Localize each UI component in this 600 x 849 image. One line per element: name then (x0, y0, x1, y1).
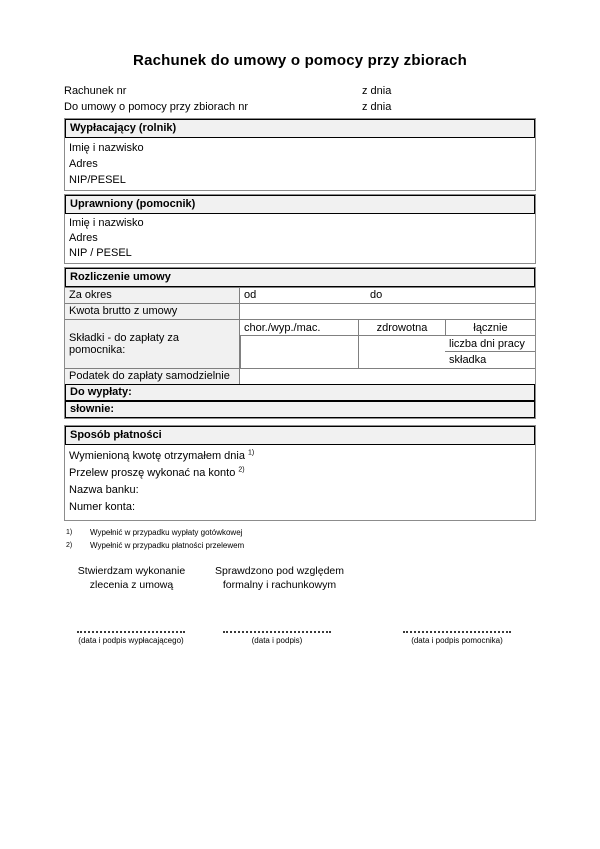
contract-number-row (64, 99, 536, 115)
payer-fields (65, 138, 535, 190)
contributions-row (65, 319, 535, 368)
payer-nip-pesel-label: NIP/PESEL (69, 174, 126, 186)
gross-amount-row (65, 303, 535, 319)
period-row (65, 287, 535, 303)
page-title: Rachunek do umowy o pomocy przy zbiorach (133, 52, 467, 69)
footnote-1-marker: 1) (66, 529, 73, 536)
contrib-zdrowotna-value-cell (240, 336, 358, 368)
payer-address-label: Adres (69, 158, 98, 170)
invoice-date-label: z dnia (362, 85, 392, 97)
footnote-1 (64, 526, 536, 539)
bank-name-label: Nazwa banku: (69, 484, 139, 496)
footnote-2 (64, 539, 536, 552)
contributions-subtable (240, 320, 535, 368)
signature-checker-dotted-line (223, 624, 331, 633)
footnote-2-marker: 2) (66, 542, 73, 549)
tax-label: Podatek do zapłaty samodzielnie (65, 369, 240, 384)
settlement-section (64, 267, 536, 419)
helper-address-label: Adres (69, 232, 98, 244)
payment-section-header: Sposób płatności (65, 426, 535, 445)
transfer-label: Przelew proszę wykonać na konto (69, 467, 236, 479)
signature-checker-caption: (data i podpis) (251, 636, 303, 645)
cash-received-label: Wymienioną kwotę otrzymałem dnia (69, 450, 245, 462)
signoff-block (64, 564, 536, 592)
contract-number-label: Do umowy o pomocy przy zbiorach nr (64, 101, 249, 113)
payment-section (64, 425, 536, 521)
invoice-number-label: Rachunek nr (64, 85, 127, 97)
helper-section (64, 194, 536, 264)
settlement-section-header: Rozliczenie umowy (65, 268, 535, 287)
footnote-ref-1: 1) (248, 449, 255, 457)
checked-formally-line1: Sprawdzono pod względem (215, 565, 344, 577)
period-from-label: od (244, 289, 257, 301)
signature-helper-dotted-line (403, 624, 511, 633)
footnote-ref-2: 2) (238, 466, 245, 474)
contrib-col-zdrowotna: zdrowotna (358, 320, 445, 336)
signature-helper-caption: (data i podpis pomocnika) (411, 636, 503, 645)
payer-section (64, 118, 536, 191)
signature-checker (212, 624, 342, 646)
footnotes-block (64, 526, 536, 552)
payer-section-header: Wypłacający (rolnik) (65, 119, 535, 138)
confirm-execution-statement (64, 564, 199, 592)
account-number-label: Numer konta: (69, 501, 136, 513)
invoice-number-row (64, 83, 536, 99)
contrib-col-chor-wyp-mac: chor./wyp./mac. (240, 320, 358, 336)
helper-fields (65, 214, 535, 263)
tax-row (65, 368, 535, 384)
contract-date-label: z dnia (362, 101, 392, 113)
cash-received-line (65, 448, 535, 465)
amount-in-words-row: słownie: (65, 401, 535, 418)
transfer-line (65, 465, 535, 482)
contrib-col-lacznie: łącznie (445, 320, 535, 336)
checked-formally-line2: formalny i rachunkowym (222, 579, 337, 591)
contrib-work-days-label: liczba dni pracy (445, 336, 535, 352)
signature-payer-dotted-line (77, 624, 185, 633)
signatures-block (64, 624, 536, 646)
confirm-execution-line2: zlecenia z umową (89, 579, 174, 591)
gross-amount-value-cell (240, 304, 535, 319)
period-label: Za okres (65, 288, 240, 303)
period-to-label: do (370, 289, 383, 301)
footnote-2-text: Wypełnić w przypadku płatności przelewem (90, 541, 245, 550)
footnote-1-text: Wypełnić w przypadku wypłaty gotówkowej (90, 528, 243, 537)
signature-helper (392, 624, 522, 646)
payment-fields (65, 445, 535, 520)
payer-name-label: Imię i nazwisko (69, 142, 144, 154)
contributions-label: Składki - do zapłaty za pomocnika: (65, 320, 240, 368)
signature-payer (66, 624, 196, 646)
helper-section-header: Uprawniony (pomocnik) (65, 195, 535, 214)
contrib-premium-label: składka (449, 354, 487, 366)
checked-formally-statement (212, 564, 347, 592)
helper-name-label: Imię i nazwisko (69, 217, 144, 229)
payout-row: Do wypłaty: (65, 384, 535, 401)
period-value-cell (240, 288, 535, 303)
signature-payer-caption: (data i podpis wypłacającego) (78, 636, 184, 645)
contrib-lacznie-value-cell (358, 336, 445, 368)
gross-amount-label: Kwota brutto z umowy (65, 304, 240, 319)
confirm-execution-line1: Stwierdzam wykonanie (77, 565, 186, 577)
helper-nip-pesel-label: NIP / PESEL (69, 247, 132, 259)
meta-block (64, 83, 536, 115)
tax-value-cell (240, 369, 535, 384)
